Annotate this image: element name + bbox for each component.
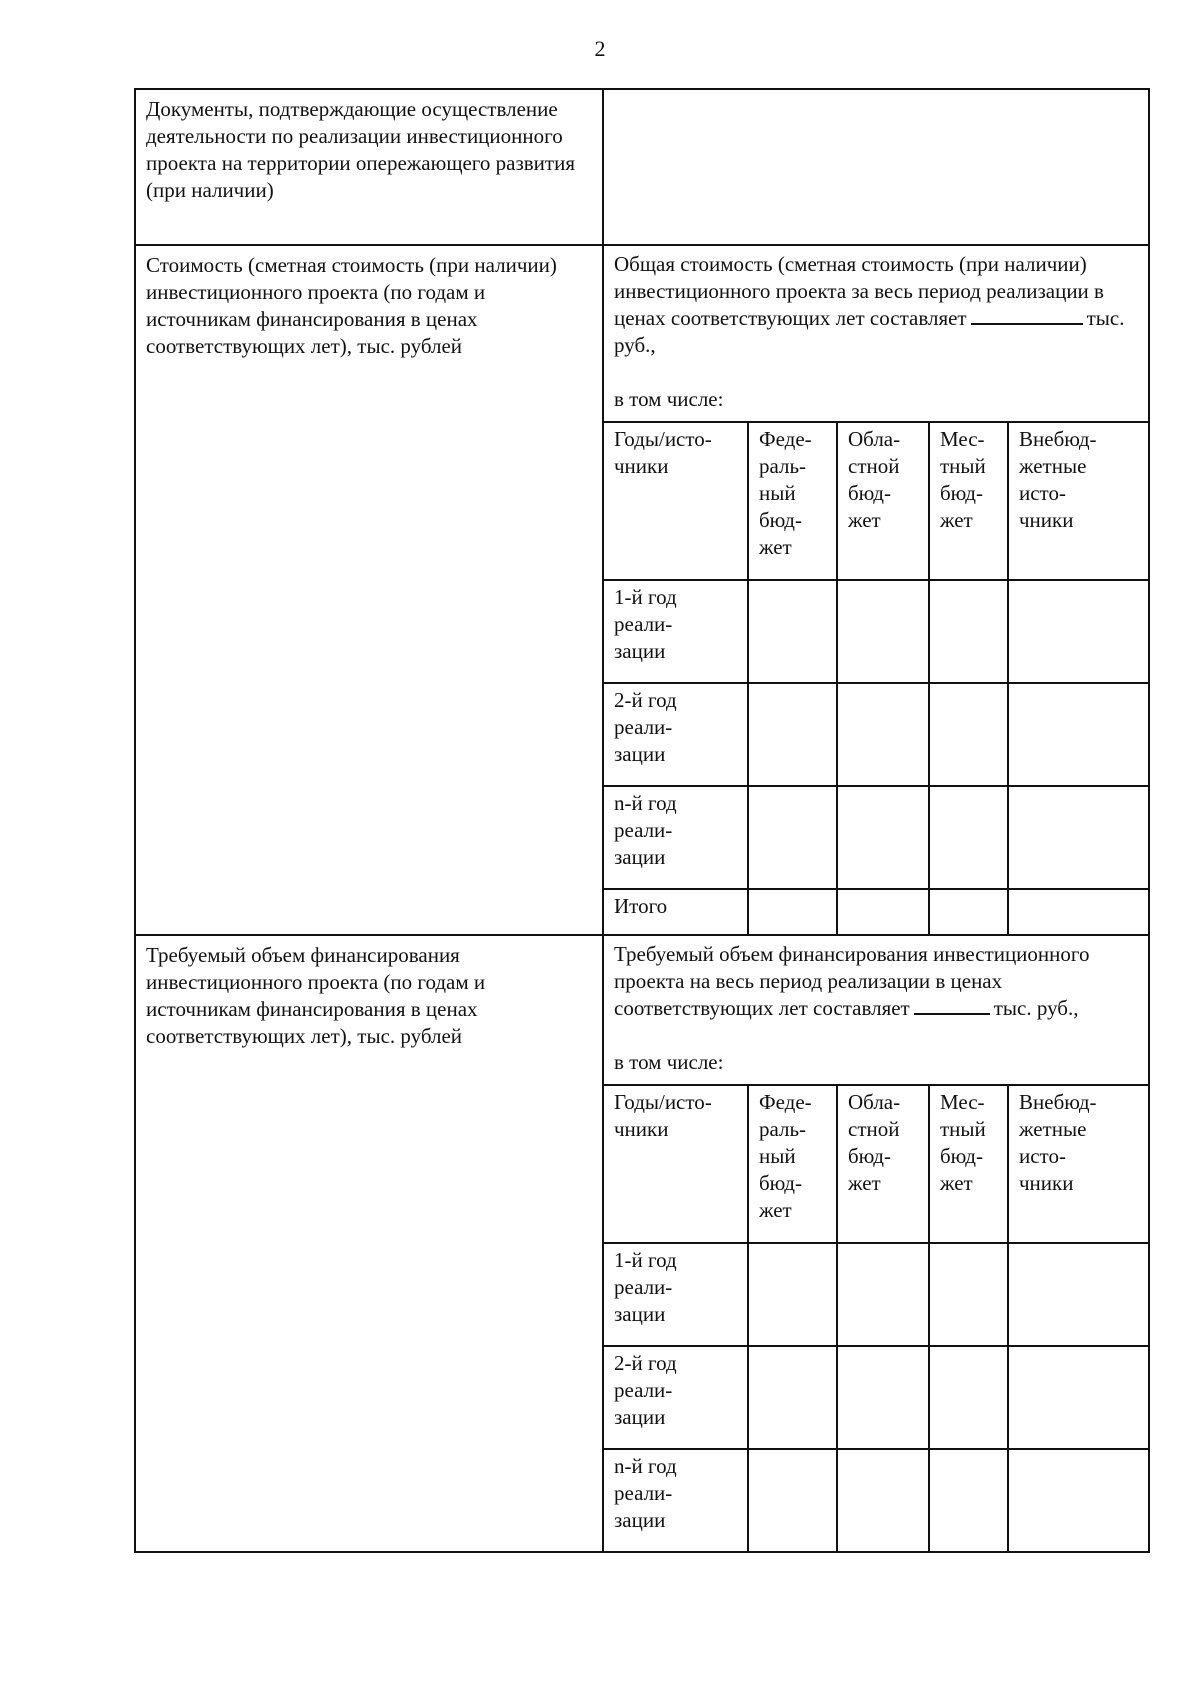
funding-breakdown-table [604,1084,1148,1551]
regional-cell[interactable] [837,889,929,934]
local-cell[interactable] [929,889,1008,934]
extrabudgetary-cell[interactable] [1008,1346,1148,1449]
local-cell[interactable] [929,683,1008,786]
header-federal-budget: Феде- раль- ный бюд- жет [748,1085,837,1243]
cost-header-row [604,422,1148,580]
table-row [604,683,1148,786]
funding-intro [604,936,1148,1084]
local-cell[interactable] [929,580,1008,683]
federal-cell[interactable] [748,1346,837,1449]
federal-cell[interactable] [748,889,837,934]
extrabudgetary-cell[interactable] [1008,1449,1148,1551]
cost-value [603,245,1149,935]
total-label: Итого [604,889,748,934]
header-regional-budget: Обла- стной бюд- жет [837,422,929,580]
funding-intro-text: Требуемый объем финансирования инвестиционного проекта на весь период реализации в ценах соответствующих лет составляет [614,942,1090,1020]
cost-row [135,245,1149,935]
funding-label: Требуемый объем финансирования инвестиционного проекта (по годам и источникам финансирования в ценах соответствующих лет), тыс. рублей [135,935,603,1552]
regional-cell[interactable] [837,1346,929,1449]
federal-cell[interactable] [748,1449,837,1551]
federal-cell[interactable] [748,683,837,786]
cost-total-blank[interactable] [971,305,1083,325]
page-number: 2 [594,36,606,61]
documents-value[interactable] [603,89,1149,245]
regional-cell[interactable] [837,786,929,889]
header-extrabudgetary: Внебюд- жетные исто- чники [1008,422,1148,580]
header-local-budget: Мес- тный бюд- жет [929,1085,1008,1243]
total-row [604,889,1148,934]
year-label: 1-й год реали- зации [604,580,748,683]
regional-cell[interactable] [837,1449,929,1551]
local-cell[interactable] [929,1243,1008,1346]
year-label: 1-й год реали- зации [604,1243,748,1346]
table-row [604,1449,1148,1551]
header-federal-budget: Феде- раль- ный бюд- жет [748,422,837,580]
table-row [604,786,1148,889]
table-row [604,1243,1148,1346]
local-cell[interactable] [929,786,1008,889]
cost-intro-text: Общая стоимость (сметная стоимость (при наличии) инвестиционного проекта за весь период реализации в ценах соответствующих лет составляет [614,252,1104,330]
header-local-budget: Мес- тный бюд- жет [929,422,1008,580]
federal-cell[interactable] [748,786,837,889]
federal-cell[interactable] [748,1243,837,1346]
funding-value [603,935,1149,1552]
table-row [604,580,1148,683]
extrabudgetary-cell[interactable] [1008,683,1148,786]
year-label: 2-й год реали- зации [604,1346,748,1449]
extrabudgetary-cell[interactable] [1008,786,1148,889]
cost-label: Стоимость (сметная стоимость (при наличии) инвестиционного проекта (по годам и источникам финансирования в ценах соответствующих лет), тыс. рублей [135,245,603,935]
local-cell[interactable] [929,1346,1008,1449]
extrabudgetary-cell[interactable] [1008,889,1148,934]
header-years-sources: Годы/исто- чники [604,422,748,580]
documents-label: Документы, подтверждающие осуществление деятельности по реализации инвестиционного проекта на территории опережающего развития (при наличии) [135,89,603,245]
cost-breakdown-table [604,421,1148,934]
funding-header-row [604,1085,1148,1243]
year-label: n-й год реали- зации [604,1449,748,1551]
cost-intro-unit: тыс. руб., [614,306,1125,357]
extrabudgetary-cell[interactable] [1008,1243,1148,1346]
funding-total-blank[interactable] [914,995,990,1015]
cost-including: в том числе: [614,387,724,411]
regional-cell[interactable] [837,683,929,786]
funding-intro-unit: тыс. руб., [993,996,1079,1020]
year-label: n-й год реали- зации [604,786,748,889]
federal-cell[interactable] [748,580,837,683]
table-row [604,1346,1148,1449]
documents-row [135,89,1149,245]
header-extrabudgetary: Внебюд- жетные исто- чники [1008,1085,1148,1243]
regional-cell[interactable] [837,580,929,683]
funding-including: в том числе: [614,1050,724,1074]
header-years-sources: Годы/исто- чники [604,1085,748,1243]
local-cell[interactable] [929,1449,1008,1551]
header-regional-budget: Обла- стной бюд- жет [837,1085,929,1243]
extrabudgetary-cell[interactable] [1008,580,1148,683]
year-label: 2-й год реали- зации [604,683,748,786]
funding-row [135,935,1149,1552]
cost-intro [604,246,1148,421]
regional-cell[interactable] [837,1243,929,1346]
form-table [134,88,1150,1553]
